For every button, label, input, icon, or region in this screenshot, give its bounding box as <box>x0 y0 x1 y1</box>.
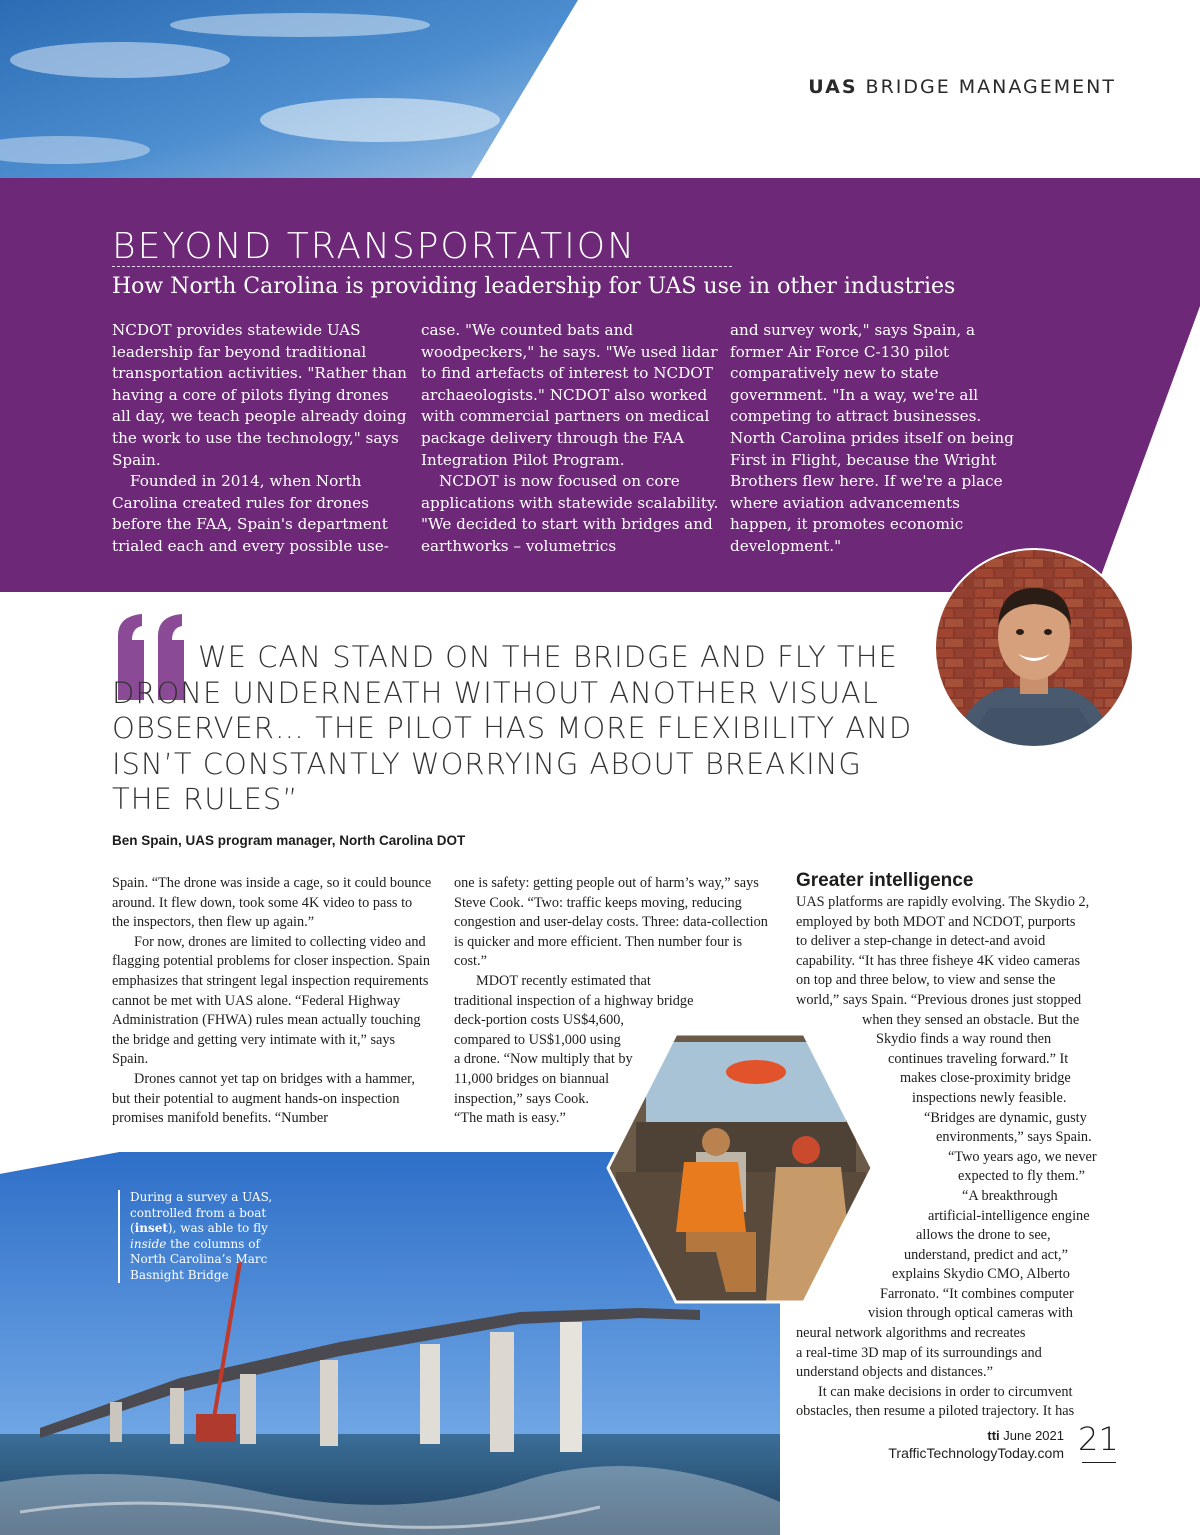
article-line: artificial-intelligence engine <box>928 1207 1090 1224</box>
article-line: UAS platforms are rapidly evolving. The Skydio 2, <box>796 894 1090 910</box>
article-line: expected to fly them.” <box>958 1168 1086 1185</box>
article-line: MDOT recently estimated that <box>476 972 651 989</box>
article-line: obstacles, then resume a piloted trajectory. It has <box>796 1403 1075 1420</box>
article-paragraph: Spain. “The drone was inside a cage, so it could bounce around. It flew down, took some 4K video to pass to the inspectors, then flew up again.” <box>112 875 432 931</box>
article-line: inspection,” says Cook. <box>454 1090 590 1107</box>
article-line: “The math is easy.” <box>454 1110 566 1127</box>
section-label <box>808 76 1116 98</box>
caption-text: the columns of <box>166 1236 260 1251</box>
article-paragraph: one is safety: getting people out of harm’s way,” says Steve Cook. “Two: traffic keeps moving, reducing congestion and user-delay costs. Three: data-collection is quicker and more efficient. Then number four is cost.” <box>454 875 768 970</box>
article-line: on top and three below, to view and sense the <box>796 972 1056 989</box>
article-line: It can make decisions in order to circumvent <box>818 1383 1073 1400</box>
article-line: employed by both MDOT and NCDOT, purports <box>796 913 1076 930</box>
sidebar-column-3 <box>730 320 1020 558</box>
footer-brand: tti <box>987 1428 1000 1443</box>
sidebar-column-2 <box>421 320 721 558</box>
sidebar-title-rule <box>112 266 732 267</box>
article-line: to deliver a step-change in detect-and avoid <box>796 933 1046 950</box>
sidebar-paragraph: NCDOT provides statewide UAS leadership far beyond traditional transportation activities. "Rather than having a core of pilots flying drones all day, we teach people already doing the work to use the technology," says Spain. <box>112 321 407 469</box>
caption-bold: inset <box>134 1221 168 1235</box>
caption-line <box>130 1221 290 1237</box>
article-paragraph <box>796 1383 1116 1422</box>
article-line: world,” says Spain. “Previous drones just stopped <box>796 991 1082 1008</box>
article-line: explains Skydio CMO, Alberto <box>892 1266 1070 1283</box>
article-line: neural network algorithms and recreates <box>796 1325 1026 1342</box>
caption-line: During a survey a UAS, <box>130 1190 273 1204</box>
pull-quote: WE CAN STAND ON THE BRIDGE AND FLY THE DRONE UNDERNEATH WITHOUT ANOTHER VISUAL OBSERVER… THE PILOT HAS MORE FLEXIBILITY AND ISN’T CONSTANTLY WORRYING ABOUT BREAKING THE RULES” <box>112 640 913 816</box>
article-line: Skydio finds a way round then <box>876 1031 1052 1048</box>
article-column-1 <box>112 874 432 1129</box>
sidebar-paragraph: Founded in 2014, when North Carolina created rules for drones before the FAA, Spain's department trialed each and every possible use- <box>112 472 389 555</box>
article-line: “Two years ago, we never <box>948 1148 1097 1165</box>
footer-site: TrafficTechnologyToday.com <box>888 1445 1064 1461</box>
article-line: “Bridges are dynamic, gusty <box>924 1109 1087 1126</box>
caption-line: North Carolina’s Marc <box>130 1252 268 1266</box>
article-line: “A breakthrough <box>962 1187 1058 1204</box>
caption-line: controlled from a boat <box>130 1205 267 1220</box>
sidebar-column-1 <box>112 320 412 558</box>
article-line: understand, predict and act,” <box>904 1246 1068 1263</box>
article-paragraph: Drones cannot yet tap on bridges with a hammer, but their potential to augment hands-on inspection promises manifold benefits. “Number <box>112 1070 415 1127</box>
photo-caption <box>118 1190 290 1283</box>
sky-photo <box>0 0 580 180</box>
caption-line <box>130 1237 290 1253</box>
article-line: 11,000 bridges on biannual <box>454 1070 610 1087</box>
caption-text: ), was able to fly <box>167 1221 268 1235</box>
article-line: makes close-proximity bridge <box>900 1070 1071 1087</box>
sidebar-paragraph: NCDOT is now focused on core applications with statewide scalability. "We decided to start with bridges and earthworks – volumetrics <box>421 472 719 555</box>
article-line: capability. “It has three fisheye 4K video cameras <box>796 952 1081 969</box>
inset-boat-photo <box>606 1032 874 1304</box>
article-line: inspections newly feasible. <box>912 1089 1067 1106</box>
footer-issue-date: June 2021 <box>1003 1428 1064 1443</box>
caption-line: Basnight Bridge <box>130 1267 229 1282</box>
page-number: 21 <box>1078 1420 1119 1458</box>
sidebar-title: BEYOND TRANSPORTATION <box>112 226 637 267</box>
article-line: vision through optical cameras with <box>868 1305 1073 1322</box>
section-heading: Greater intelligence <box>796 870 974 891</box>
quote-attribution: Ben Spain, UAS program manager, North Carolina DOT <box>112 833 466 848</box>
article-line: continues traveling forward.” It <box>888 1050 1069 1067</box>
caption-text: ( <box>130 1221 135 1235</box>
article-line: allows the drone to see, <box>916 1227 1051 1244</box>
article-line: when they sensed an obstacle. But the <box>862 1011 1080 1028</box>
article-line: environments,” says Spain. <box>936 1129 1092 1146</box>
footer-issue <box>860 1428 1064 1443</box>
sidebar-paragraph: case. "We counted bats and woodpeckers," he says. "We used lidar to find artefacts of interest to NCDOT archaeologists." NCDOT also worked with commercial partners on medical package delivery through the FAA Integration Pilot Program. <box>421 321 718 469</box>
page-number-underline <box>1082 1462 1116 1463</box>
caption-italic: inside <box>130 1236 167 1251</box>
article-line: understand objects and distances.” <box>796 1364 993 1381</box>
article-paragraph: For now, drones are limited to collecting video and flagging potential problems for closer inspection. Spain emphasizes that stringent legal inspection requirements cannot be met with UAS alone. “Federal Highway Administration (FHWA) rules mean actually touching the bridge and getting very intimate with it,” says Spain. <box>112 933 431 1068</box>
article-line: a real-time 3D map of its surroundings and <box>796 1344 1042 1361</box>
article-line: Farronato. “It combines computer <box>880 1285 1074 1302</box>
sidebar-paragraph: and survey work," says Spain, a former Air Force C-130 pilot comparatively new to state government. "In a way, we're all competing to attract businesses. North Carolina prides itself on being First in Flight, because the Wright Brothers flew here. If we're a place where aviation advancements happen, it promotes economic development." <box>730 321 1014 555</box>
sidebar-subtitle: How North Carolina is providing leadership for UAS use in other industries <box>112 274 956 299</box>
article-line: a drone. “Now multiply that by <box>454 1051 633 1068</box>
article-line: deck-portion costs US$4,600, <box>454 1012 624 1029</box>
article-line: compared to US$1,000 using <box>454 1031 621 1048</box>
article-line: traditional inspection of a highway bridge <box>454 992 694 1009</box>
section-label-rest: BRIDGE MANAGEMENT <box>865 76 1116 98</box>
section-label-strong: UAS <box>808 76 858 98</box>
portrait-photo <box>934 548 1134 748</box>
